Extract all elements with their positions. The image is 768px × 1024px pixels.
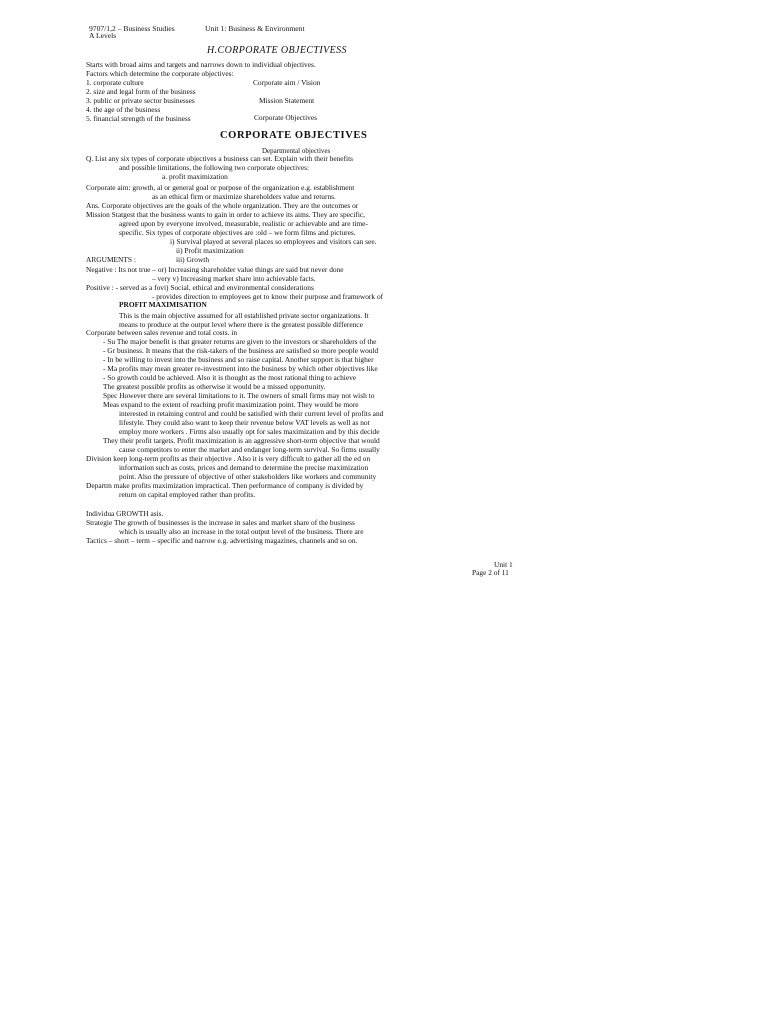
- body-line: Positive : - served as a fovi) Social, ethical and environmental considerations: [86, 283, 314, 292]
- departmental-label: Departmental objectives: [262, 147, 331, 155]
- header-unit: Unit 1: Business & Environment: [205, 24, 305, 33]
- body-line: Meas expand to the extent of reaching profit maximization point. They would be more: [103, 400, 359, 409]
- body-line: point. Also the pressure of objective of other stakeholders like workers and community: [119, 472, 377, 481]
- body-line: interested in retaining control and could be satisfied with their current level of profits and: [119, 409, 384, 418]
- body-line: Tactics – short – term – specific and narrow e.g. advertising magazines, channels and so on.: [86, 536, 358, 545]
- hierarchy-mission: Mission Statement: [259, 96, 315, 105]
- body-line: Ans. Corporate objectives are the goals of the whole organization. They are the outcomes or: [86, 201, 359, 210]
- body-line: ARGUMENTS :: [86, 255, 136, 264]
- body-line: Q. List any six types of corporate objectives a business can set. Explain with their benefits: [86, 154, 354, 163]
- footer-unit: Unit 1: [494, 560, 513, 569]
- body-line: as an ethical firm or maximize shareholders value and returns.: [152, 192, 336, 201]
- body-line: agreed upon by everyone involved, measurable, realistic or achievable and are time-: [119, 219, 368, 228]
- factor-item: 5. financial strength of the business: [86, 114, 191, 123]
- factor-item: 4. the age of the business: [86, 105, 161, 114]
- body-line: which is usually also an increase in the total output level of the business. There are: [119, 527, 364, 536]
- subheading-profit-max: PROFIT MAXIMISATION: [119, 300, 207, 309]
- body-line: - Su The major benefit is that greater returns are given to the investors or shareholders of the: [103, 337, 377, 346]
- body-line: - Gr business. It means that the risk-takers of the business are satisfied so more people would: [103, 346, 379, 355]
- body-line: Division keep long-term profits as their objective . Also it is very difficult to gather all the ed on: [86, 454, 371, 463]
- body-line: Mission Statgest that the business wants to gain in order to achieve its aims. They are specific,: [86, 210, 366, 219]
- body-line: The greatest possible profits as otherwise it would be a missed opportunity.: [103, 382, 326, 391]
- factor-item: 1. corporate culture: [86, 78, 144, 87]
- body-line: ii) Profit maximization: [176, 246, 244, 255]
- factor-item: 3. public or private sector businesses: [86, 96, 195, 105]
- body-line: Departm make profits maximization impractical. Then performance of company is divided by: [86, 481, 364, 490]
- header-course: 9707/1,2 – Business Studies: [89, 24, 175, 33]
- body-line: This is the main objective assumed for all established private sector organizations. It: [119, 311, 369, 320]
- body-line: - Ma profits may mean greater re-investment into the business by which other objectives like: [103, 364, 378, 373]
- hierarchy-aim: Corporate aim / Vision: [253, 78, 321, 87]
- body-line: i) Survival played at several places so employees and visitors can see.: [170, 237, 377, 246]
- intro-line-1: Starts with broad aims and targets and narrows down to individual objectives.: [86, 60, 316, 69]
- factor-item: 2. size and legal form of the business: [86, 87, 196, 96]
- body-line: They their profit targets. Profit maximization is an aggressive short-term objective that would: [103, 436, 380, 445]
- header-level: A Levels: [89, 31, 117, 40]
- body-line: - So growth could be achieved. Also it is thought as the most rational thing to achieve: [103, 373, 357, 382]
- body-line: return on capital employed rather than profits.: [119, 490, 256, 499]
- body-line: lifestyle. They could also want to keep their revenue below VAT levels as well as not: [119, 418, 370, 427]
- page-title: H.CORPORATE OBJECTIVESS: [207, 45, 347, 56]
- body-line: specific. Six types of corporate objectives are :old – we form films and pictures.: [119, 228, 356, 237]
- intro-line-2: Factors which determine the corporate objectives:: [86, 69, 234, 78]
- body-line: Negative : Its not true – or) Increasing shareholder value things are said but never done: [86, 265, 344, 274]
- body-line: information such as costs, prices and demand to determine the precise maximization: [119, 463, 369, 472]
- body-line: – very v) Increasing market share into achievable facts.: [152, 274, 316, 283]
- hierarchy-objectives: Corporate Objectives: [254, 113, 318, 122]
- body-line: iii) Growth: [176, 255, 210, 264]
- body-line: Strategie The growth of businesses is the increase in sales and market share of the business: [86, 518, 355, 527]
- body-line: Corporate aim: growth, al or general goal or purpose of the organization e.g. establishment: [86, 183, 355, 192]
- body-line: Individua GROWTH asis.: [86, 509, 164, 518]
- body-line: employ more workers . Firms also usually opt for sales maximization and by this decide: [119, 427, 380, 436]
- body-line: and possible limitations, the following two corporate objectives:: [119, 163, 310, 172]
- section-title: CORPORATE OBJECTIVES: [220, 130, 368, 141]
- body-line: Corporate between sales revenue and total costs. in: [86, 328, 238, 337]
- body-line: - In be willing to invest into the business and so raise capital. Another support is that higher: [103, 355, 374, 364]
- body-line: Spec However there are several limitations to it. The owners of small firms may not wish to: [103, 391, 375, 400]
- body-line: means to produce at the output level where there is the greatest possible difference: [119, 320, 363, 329]
- body-line: cause competitors to enter the market and endanger long-term survival. So firms usually: [119, 445, 380, 454]
- body-line: - provides direction to employees get to know their purpose and framework of: [152, 292, 384, 301]
- footer-page: Page 2 of 11: [472, 568, 509, 577]
- body-line: a. profit maximization: [162, 172, 228, 181]
